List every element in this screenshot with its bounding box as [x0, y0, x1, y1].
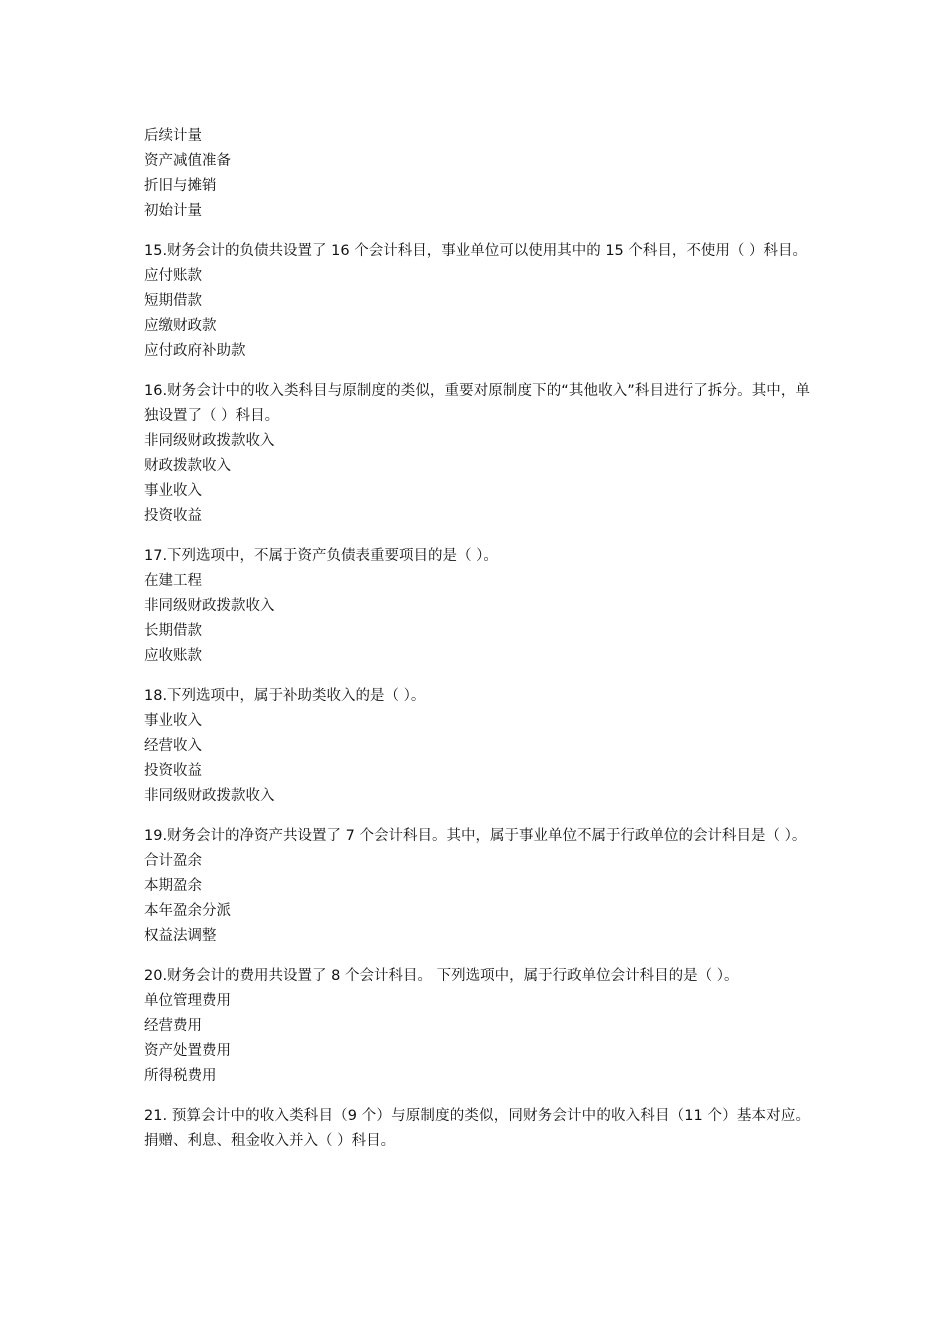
option-item: 短期借款 [144, 293, 202, 309]
option-item: 非同级财政拨款收入 [144, 598, 275, 614]
option-item: 事业收入 [144, 713, 202, 729]
option-item: 长期借款 [144, 623, 202, 639]
option-item: 应付政府补助款 [144, 343, 246, 359]
option-item: 初始计量 [144, 203, 202, 219]
option-item: 应收账款 [144, 648, 202, 664]
option-item: 所得税费用 [144, 1068, 217, 1084]
option-item: 资产减值准备 [144, 153, 231, 169]
option-item: 单位管理费用 [144, 993, 231, 1009]
option-item: 折旧与摊销 [144, 178, 217, 194]
option-item: 合计盈余 [144, 853, 202, 869]
option-item: 后续计量 [144, 128, 202, 144]
question-text: 21. 预算会计中的收入类科目（9 个）与原制度的类似，同财务会计中的收入科目（11 个）基本对应。捐赠、利息、租金收入并入（ ）科目。 [144, 1108, 810, 1149]
option-item: 本年盈余分派 [144, 903, 231, 919]
question-text: 15.财务会计的负债共设置了 16 个会计科目，事业单位可以使用其中的 15 个科目，不使用（ ）科目。 [144, 243, 808, 259]
option-item: 非同级财政拨款收入 [144, 433, 275, 449]
question-text: 19.财务会计的净资产共设置了 7 个会计科目。其中，属于事业单位不属于行政单位的会计科目是（ ）。 [144, 828, 807, 844]
question-19 [144, 824, 810, 949]
option-item: 投资收益 [144, 508, 202, 524]
option-item: 资产处置费用 [144, 1043, 231, 1059]
option-item: 应付账款 [144, 268, 202, 284]
question-21 [144, 1104, 810, 1154]
option-item: 事业收入 [144, 483, 202, 499]
question-text: 17.下列选项中，不属于资产负债表重要项目的是（ ）。 [144, 548, 498, 564]
option-item: 经营费用 [144, 1018, 202, 1034]
question-18 [144, 684, 810, 809]
question-text: 18.下列选项中，属于补助类收入的是（ ）。 [144, 688, 426, 704]
leading-options [144, 124, 810, 224]
question-text: 20.财务会计的费用共设置了 8 个会计科目。 下列选项中，属于行政单位会计科目的是（ ）。 [144, 968, 739, 984]
question-20 [144, 964, 810, 1089]
option-item: 财政拨款收入 [144, 458, 231, 474]
option-item: 经营收入 [144, 738, 202, 754]
document-page [144, 124, 810, 1154]
option-item: 投资收益 [144, 763, 202, 779]
option-item: 应缴财政款 [144, 318, 217, 334]
option-item: 非同级财政拨款收入 [144, 788, 275, 804]
question-15 [144, 239, 810, 364]
question-16 [144, 379, 810, 529]
question-17 [144, 544, 810, 669]
option-item: 在建工程 [144, 573, 202, 589]
question-text: 16.财务会计中的收入类科目与原制度的类似，重要对原制度下的“其他收入”科目进行了拆分。其中，单独设置了（ ）科目。 [144, 383, 810, 424]
option-item: 权益法调整 [144, 928, 217, 944]
option-item: 本期盈余 [144, 878, 202, 894]
